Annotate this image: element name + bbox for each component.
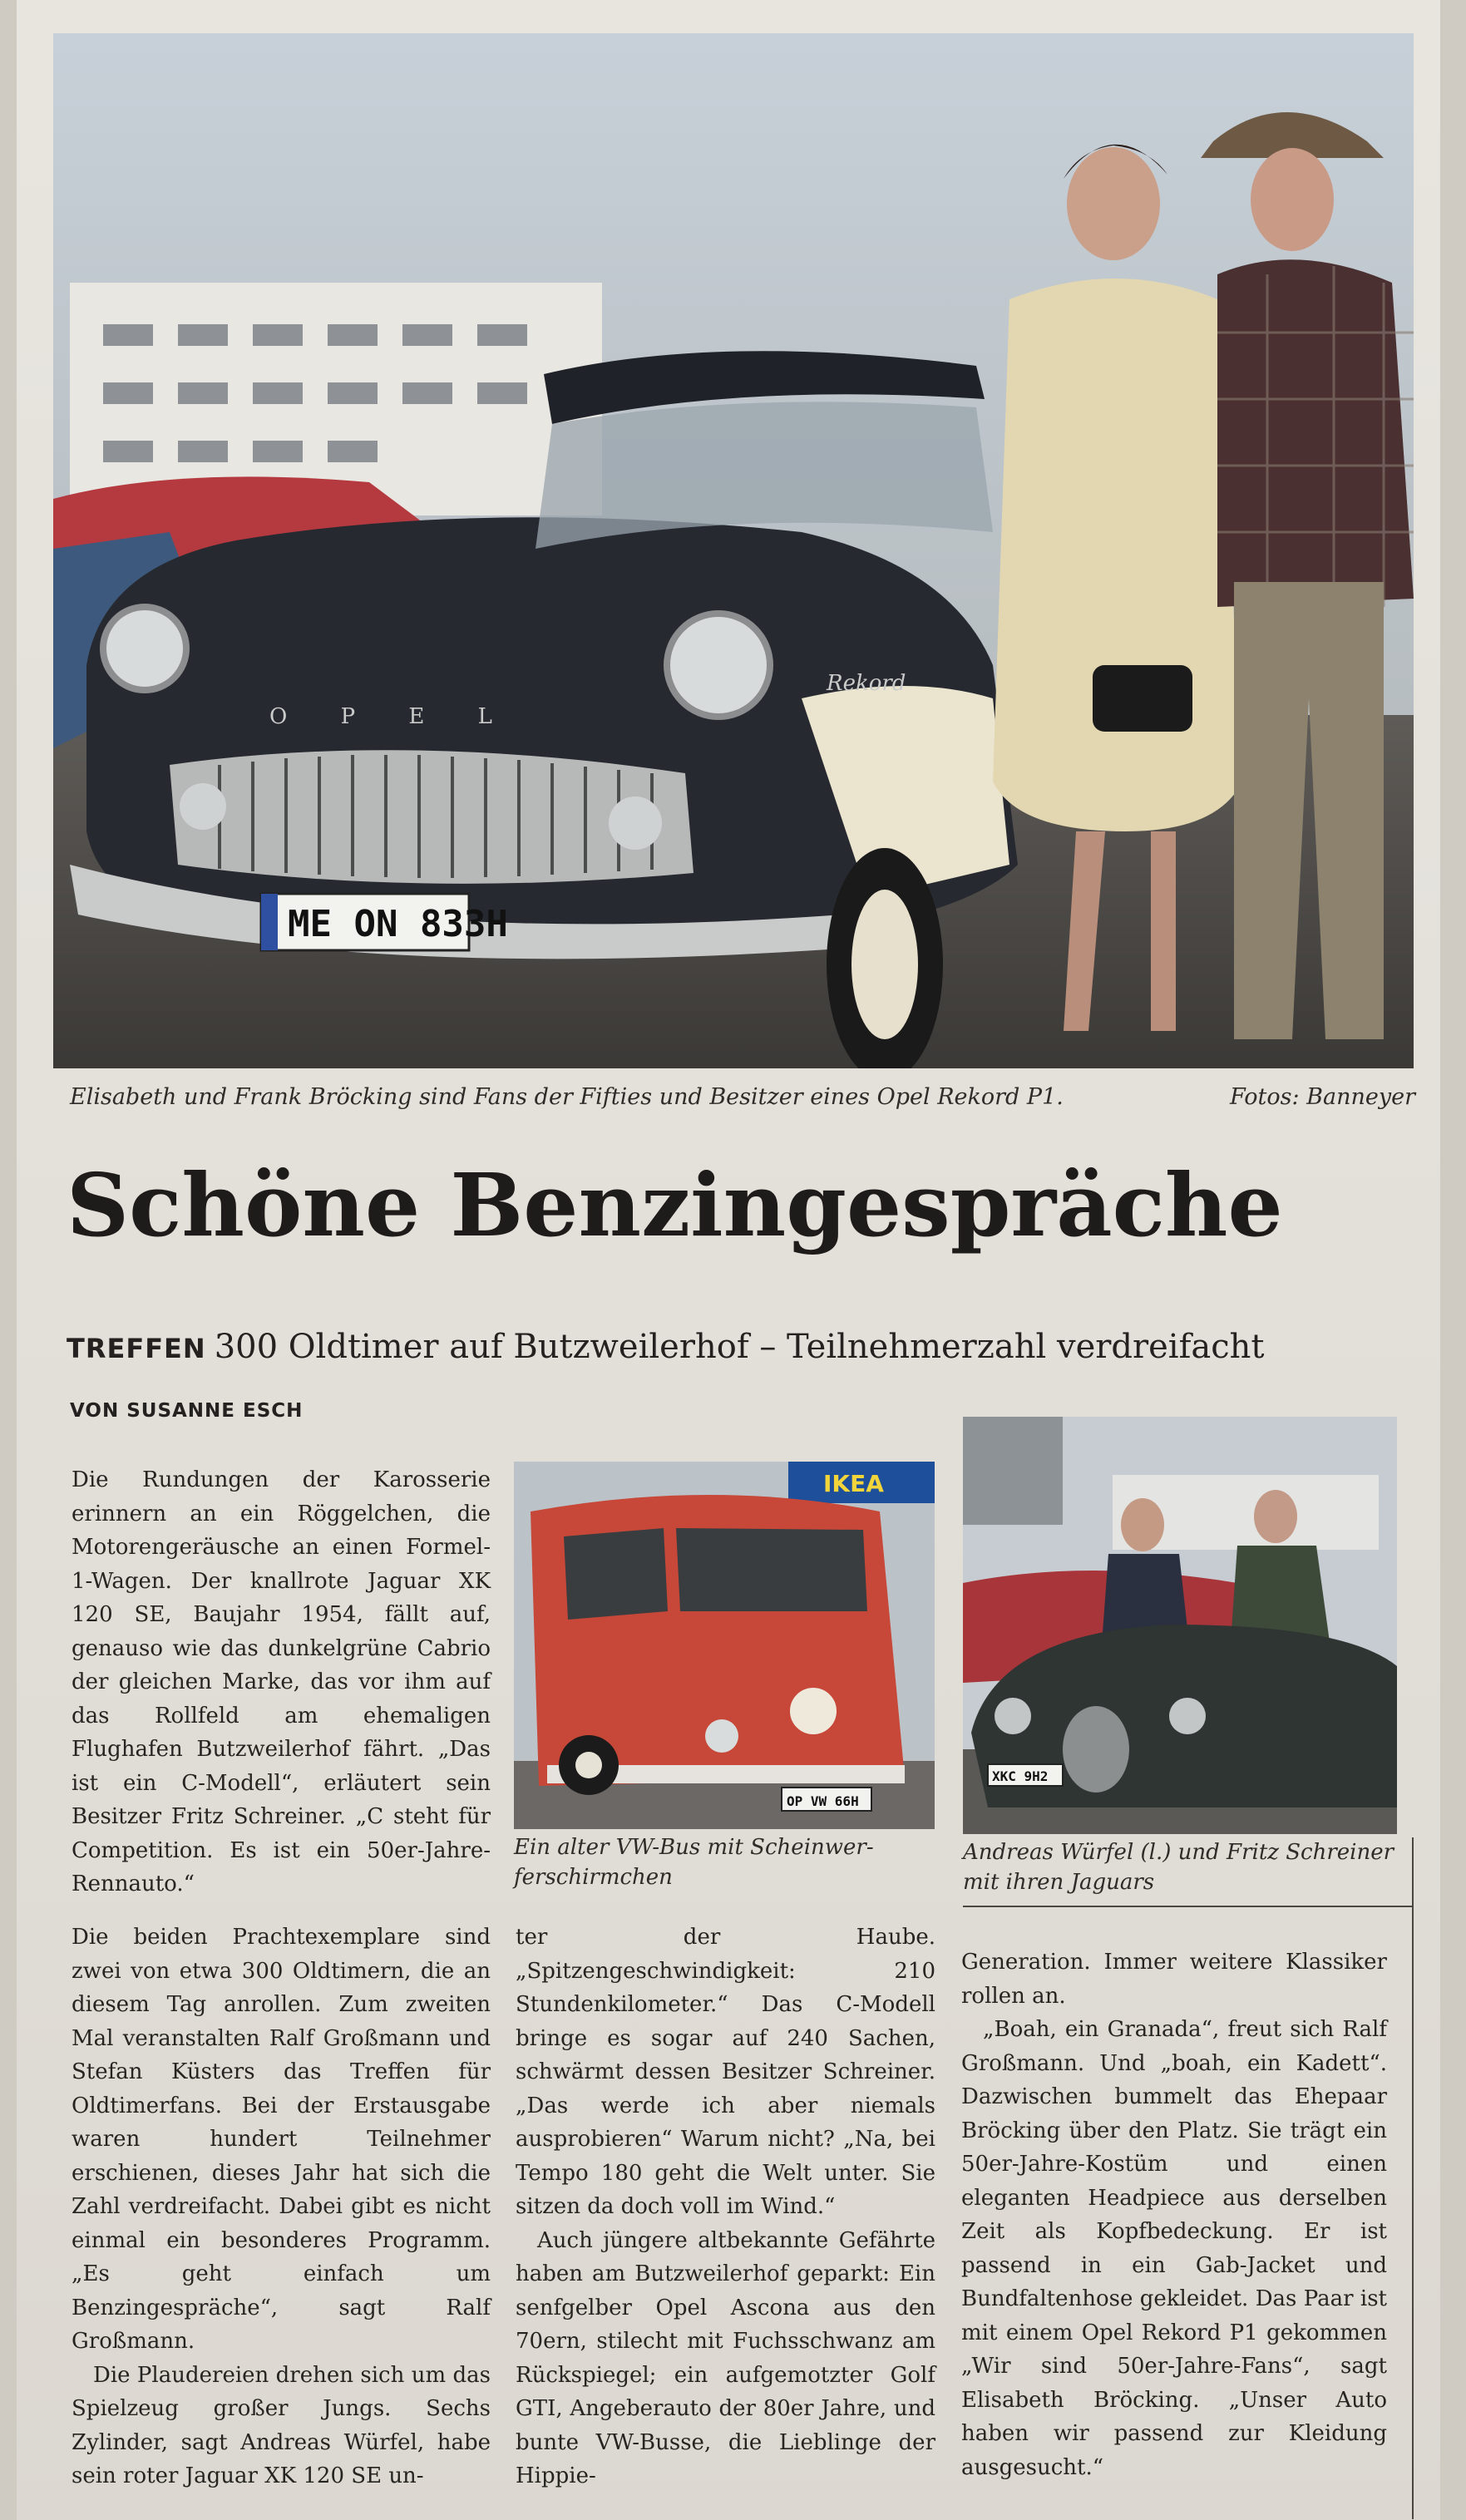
rekord-script: Rekord [827, 671, 906, 696]
foglight-right [609, 796, 662, 850]
headlight-right [667, 614, 770, 717]
top-photo-caption: Elisabeth und Frank Bröcking sind Fans der Fifties und Besitzer eines Opel Rekord P1. [70, 1084, 1064, 1110]
ikea-sign-text: IKEA [823, 1470, 884, 1497]
woman-head [1067, 147, 1160, 260]
jaguars-caption: Andreas Würfel (l.) und Fritz Schreiner mit ihren Jaguars [963, 1840, 1394, 1895]
article-column-1-continued [72, 1921, 491, 2493]
col2-paragraph-2: Auch jüngere altbekannte Gefährte haben am Butzweilerhof geparkt: Ein senfgelber Opel Ascona aus den 70ern, stilecht mit Fuchsschwanz am Rückspiegel; ein aufgemotzter Golf GTI, Angeberauto der 80er Jahre, und bunte VW-Busse, die Lieblinge der Hippie- [516, 2227, 935, 2488]
vw-bus-photo [514, 1462, 935, 1829]
vw-bus-caption: Ein alter VW-Bus mit Scheinwer-ferschirmchen [514, 1835, 874, 1890]
jaguars-image [963, 1417, 1397, 1834]
headlight-left [103, 607, 186, 690]
subheadline [67, 1322, 1414, 1373]
headline: Schöne Benzingespräche [67, 1154, 1283, 1256]
foglight-left [180, 783, 226, 830]
bus-license-plate-text: OP VW 66H [787, 1793, 859, 1809]
top-photo [53, 33, 1414, 1068]
woman-cream-suit [993, 279, 1242, 831]
col2-paragraph-1: ter der Haube. „Spitzengeschwindigkeit: 210 Stundenkilometer.“ Das C-Modell bringe es sogar auf 240 Sachen, schwärmt dessen Besitzer Schreiner. „Das werde ich aber niemals ausprobieren“ Warum nicht? „Na, bei Tempo 180 geht die Welt unter. Sie sitzen da doch voll im Wind.“ [516, 1925, 935, 2219]
vw-logo [788, 1686, 838, 1736]
bus-headlight [705, 1719, 738, 1753]
subhead-kicker: TREFFEN [67, 1333, 206, 1364]
col1-paragraph-2: Die beiden Prachtexemplare sind zwei von etwa 300 Oldtimern, die an diesem Tag anrollen. Zum zweiten Mal veranstalten Ralf Großmann und Stefan Küsters das Treffen für Oldtimerfans. Bei der Erstausgabe waren hundert Teilnehmer erschienen, dieses Jahr hat sich die Zahl verdreifacht. Dabei gibt es nicht einmal ein besonderes Programm. „Es geht einfach um Benzingespräche“, sagt Ralf Großmann. [72, 1925, 491, 2354]
opel-couple-photo [53, 33, 1414, 1068]
fritz-schreiner-head [1254, 1490, 1297, 1543]
jaguars-photo [963, 1417, 1397, 1834]
man-head [1251, 148, 1334, 251]
byline: VON SUSANNE ESCH [70, 1400, 304, 1422]
bus-window-left [564, 1528, 668, 1620]
subhead-text: 300 Oldtimer auf Butzweilerhof – Teilnehmerzahl verdreifacht [214, 1328, 1265, 1366]
handbag [1093, 665, 1192, 732]
opel-badge: O P E L [269, 704, 516, 729]
col3-paragraph-1: Generation. Immer weitere Klassiker rollen an. [961, 1950, 1387, 2009]
jaguar-grille [1063, 1706, 1129, 1793]
jaguar-license-plate-text: XKC 9H2 [992, 1768, 1049, 1784]
andreas-wuerfel-head [1121, 1498, 1164, 1551]
col3-paragraph-2: „Boah, ein Granada“, freut sich Ralf Großmann. Und „boah, ein Kadett“. Dazwischen bummelt das Ehepaar Bröcking über den Platz. Sie trägt ein 50er-Jahre-Kostüm und einen eleganten Headpiece aus derselben Zeit als Kopfbedeckung. Er ist passend in ein Gab-Jacket und Bundfaltenhose gekleidet. Das Paar ist mit einem Opel Rekord P1 gekommen „Wir sind 50er-Jahre-Fans“, sagt Elisabeth Bröcking. „Unser Auto haben wir passend zur Kleidung ausgesucht.“ [961, 2017, 1387, 2480]
col1-paragraph-3: Die Plaudereien drehen sich um das Spielzeug großer Jungs. Sechs Zylinder, sagt Andreas Würfel, habe sein roter Jaguar XK 120 SE un- [72, 2362, 491, 2488]
bus-window-right [676, 1528, 867, 1611]
caption-box-rule-vertical [1412, 1837, 1414, 2519]
article-column-1 [72, 1463, 491, 1901]
vw-bus-image [514, 1462, 935, 1829]
license-plate-text: ME ON 833H [288, 903, 508, 945]
article-column-2 [516, 1921, 935, 2493]
photo-credit: Fotos: Banneyer [1230, 1084, 1415, 1110]
article-column-3 [961, 1945, 1387, 2484]
col1-paragraph-1: Die Rundungen der Karosserie erinnern an ein Röggelchen, die Motorengeräusche an einen Formel-1-Wagen. Der knallrote Jaguar XK 120 SE, Baujahr 1954, fällt auf, genauso wie das dunkelgrüne Cabrio der gleichen Marke, das vor ihm auf das Rollfeld am ehemaligen Flughafen Butzweilerhof fährt. „Das ist ein C-Modell“, erläutert sein Besitzer Fritz Schreiner. „C steht für Competition. Es ist ein 50er-Jahre-Rennauto.“ [72, 1467, 491, 1896]
caption-box-rule [963, 1906, 1414, 1907]
